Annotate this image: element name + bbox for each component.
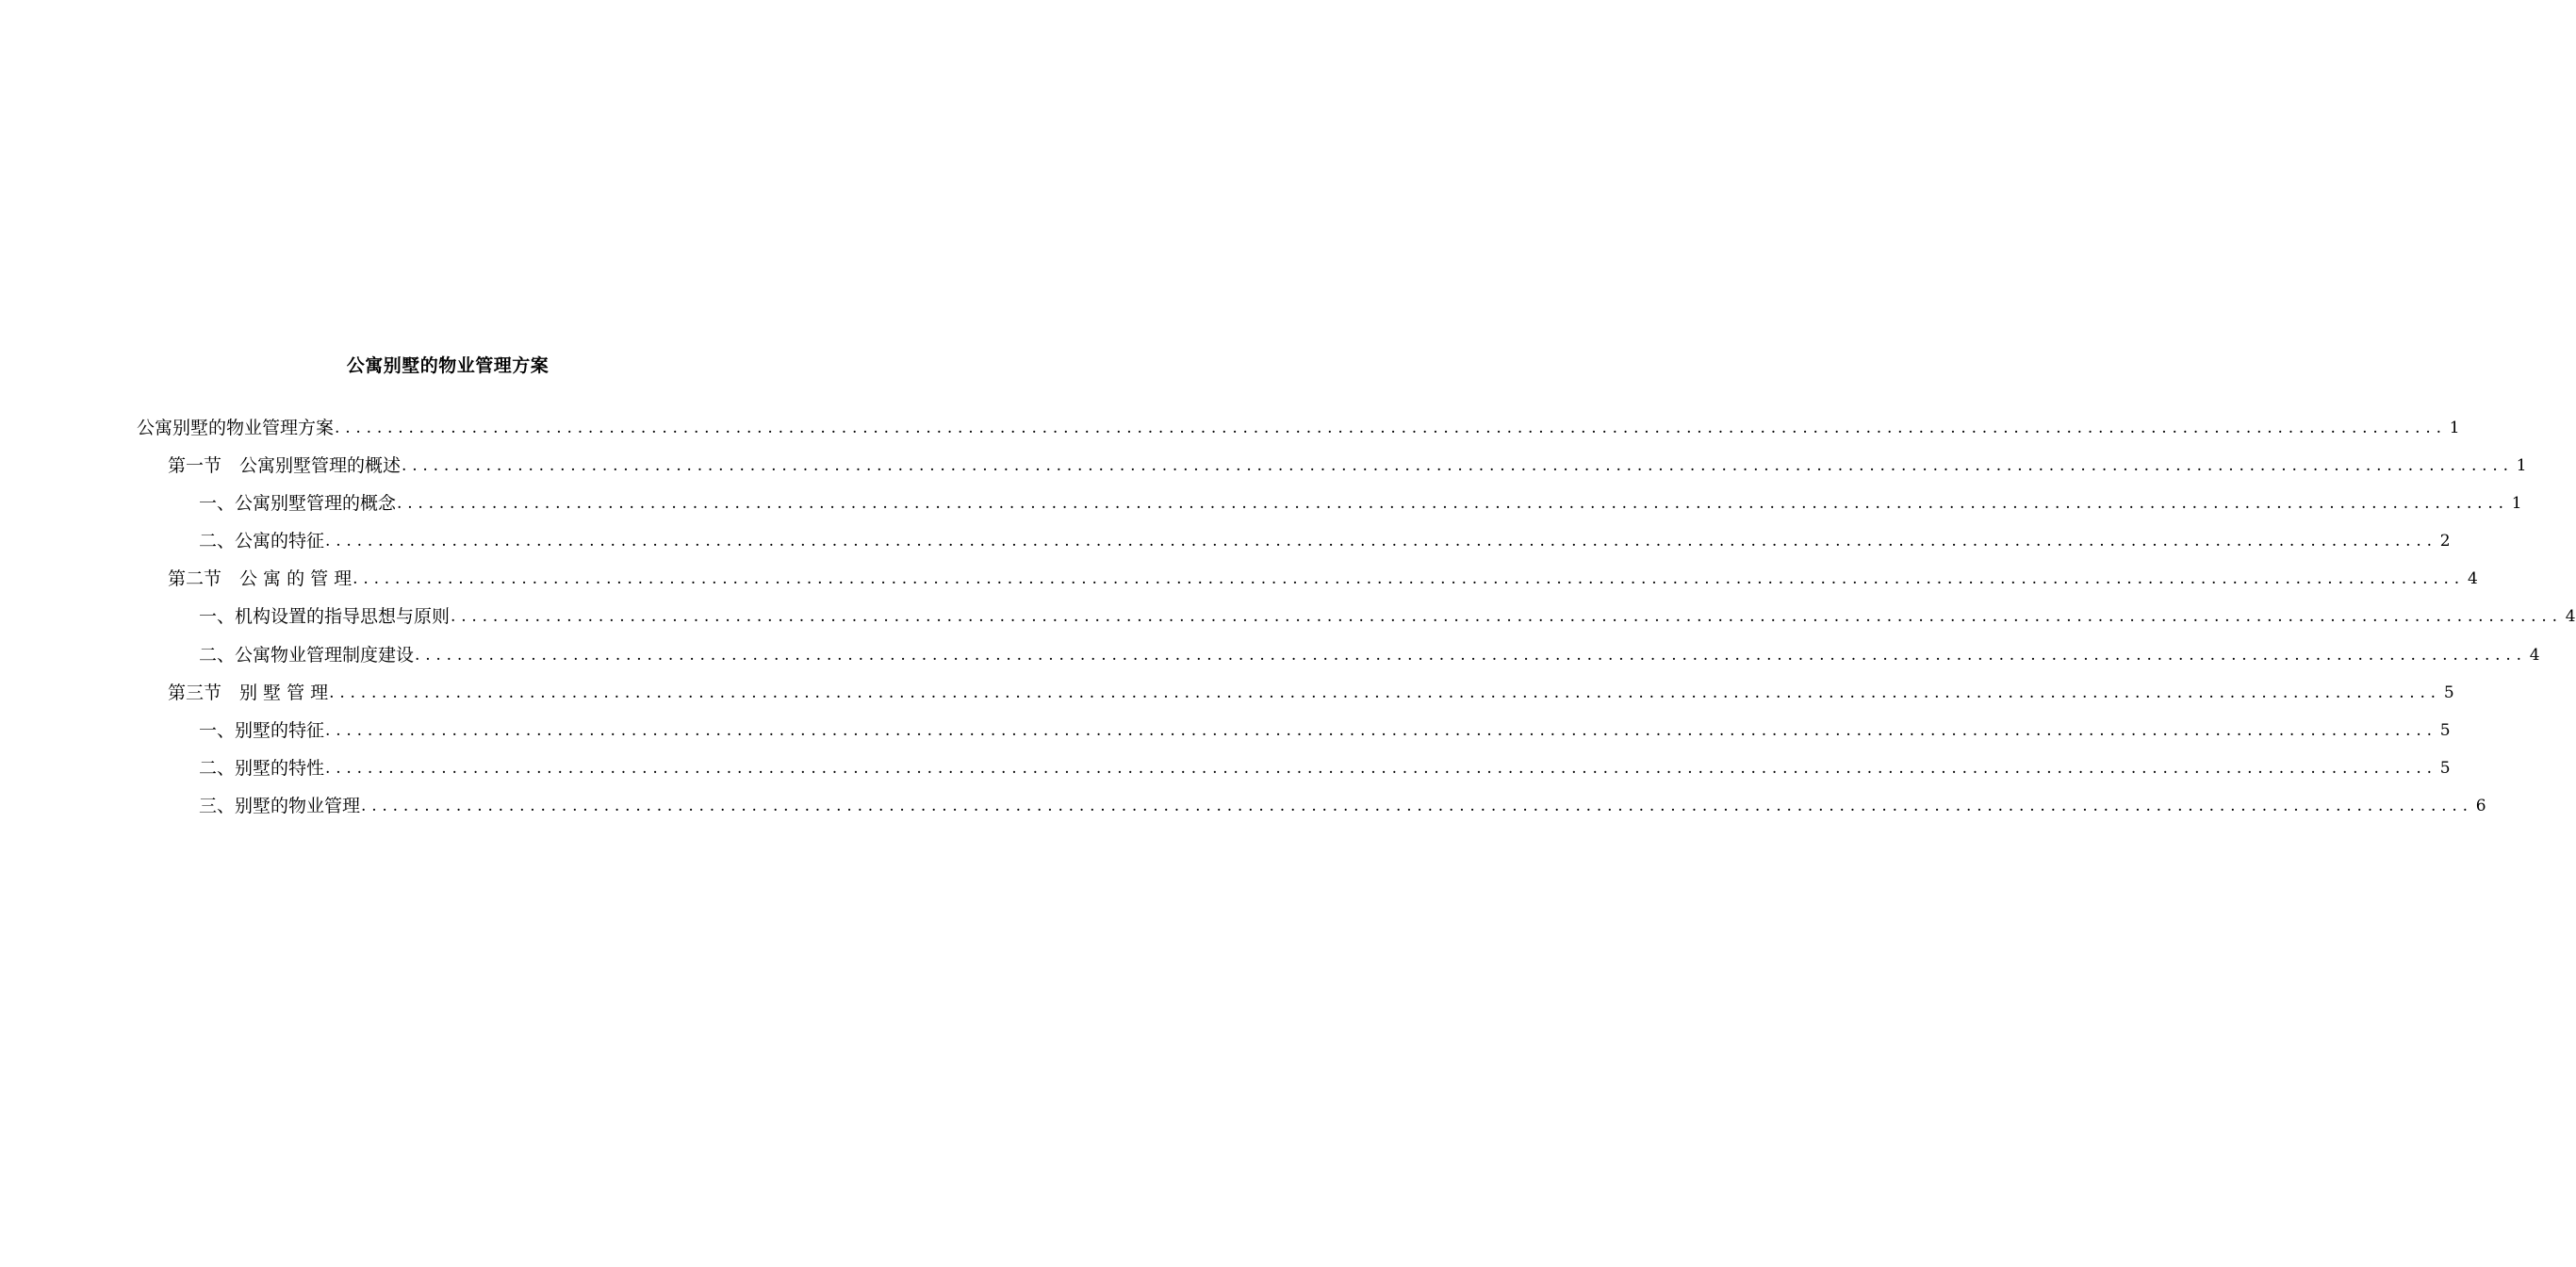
toc-entry-text: 公寓别墅的物业管理方案 bbox=[137, 418, 335, 438]
toc-entry-text: 二、别墅的特性 bbox=[199, 757, 325, 779]
toc-entry[interactable] bbox=[0, 680, 2454, 717]
toc-entry[interactable] bbox=[0, 528, 2451, 566]
toc-entry-page: 1 bbox=[2516, 456, 2527, 476]
toc-entry-page: 1 bbox=[2511, 494, 2522, 514]
toc-entry-page: 4 bbox=[2467, 569, 2478, 589]
toc-entry[interactable] bbox=[0, 642, 2540, 680]
toc-entry-page: 4 bbox=[2565, 607, 2576, 627]
toc-entry[interactable] bbox=[0, 452, 2527, 490]
toc-dot-leader: ........................................................................................................................................................................................................ bbox=[325, 720, 2437, 740]
toc-entry-page: 2 bbox=[2439, 532, 2451, 551]
toc-dot-leader: ........................................................................................................................................................................................................ bbox=[325, 758, 2437, 778]
toc-dot-leader: ........................................................................................................................................................................................................ bbox=[451, 607, 2563, 627]
toc-entry-page: 6 bbox=[2475, 796, 2486, 815]
toc-entry[interactable] bbox=[0, 755, 2451, 793]
toc-dot-leader: ........................................................................................................................................................................................................ bbox=[361, 796, 2473, 815]
toc-dot-leader: ........................................................................................................................................................................................................ bbox=[329, 683, 2441, 702]
toc-entry[interactable] bbox=[0, 603, 2576, 641]
toc-entry-page: 4 bbox=[2529, 645, 2540, 665]
toc-entry[interactable] bbox=[0, 490, 2522, 528]
toc-dot-leader: ........................................................................................................................................................................................................ bbox=[397, 494, 2509, 514]
toc-entry-text: 第一节 公寓别墅管理的概述 bbox=[168, 455, 402, 477]
toc-entry-text: 二、公寓的特征 bbox=[199, 531, 325, 552]
toc-entry[interactable] bbox=[0, 793, 2486, 831]
toc-entry-text: 第三节 别 墅 管 理 bbox=[168, 682, 329, 703]
toc-entry[interactable] bbox=[0, 415, 2460, 452]
toc-entry-text: 一、别墅的特征 bbox=[199, 719, 325, 741]
toc-entry-text: 一、公寓别墅管理的概念 bbox=[199, 493, 397, 515]
toc-entry-page: 5 bbox=[2443, 683, 2454, 702]
toc-dot-leader: ........................................................................................................................................................................................................ bbox=[415, 645, 2527, 665]
toc-entry[interactable] bbox=[0, 566, 2478, 603]
toc-entry[interactable] bbox=[0, 717, 2451, 755]
toc-entry-text: 第二节 公 寓 的 管 理 bbox=[168, 568, 353, 590]
document-title: 公寓别墅的物业管理方案 bbox=[346, 355, 550, 376]
toc-entry-page: 5 bbox=[2439, 758, 2451, 778]
toc-dot-leader: ........................................................................................................................................................................................................ bbox=[353, 569, 2465, 589]
toc-entry-page: 1 bbox=[2449, 419, 2460, 437]
toc-dot-leader: ........................................................................................................................................................................................................ bbox=[325, 532, 2437, 551]
toc-entry-text: 二、公寓物业管理制度建设 bbox=[199, 644, 415, 666]
toc-entry-page: 5 bbox=[2439, 720, 2451, 740]
table-of-contents bbox=[0, 415, 2576, 831]
toc-entry-text: 一、机构设置的指导思想与原则 bbox=[199, 606, 451, 628]
toc-dot-leader: ........................................................................................................................................................................................................ bbox=[402, 456, 2514, 476]
toc-dot-leader: ........................................................................................................................................................................................................ bbox=[335, 419, 2447, 437]
toc-entry-text: 三、别墅的物业管理 bbox=[199, 795, 361, 816]
